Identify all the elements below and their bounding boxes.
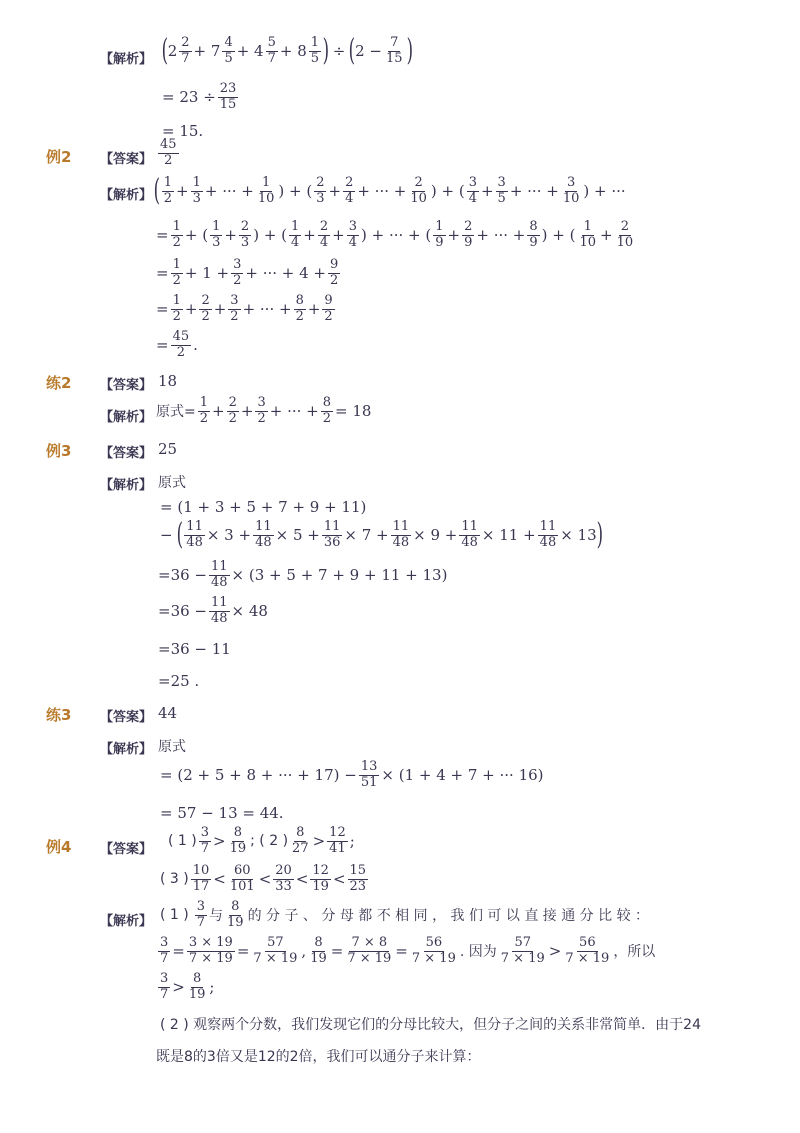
equation-line: ( 1 ) $\frac{3}{7}$ 与 $\frac{8}{19}$ 的 分 子 、 分 母 都 不 相 同 ， 我 们 可 以 直 接 通 分 比 较 ：	[160, 899, 650, 930]
answer-label: 【答案】	[100, 378, 153, 393]
equation-line: = (1 + 3 + 5 + 7 + 9 + 11)	[160, 498, 367, 516]
answer-value: $\frac{45}{2}$	[160, 137, 177, 168]
equation-line: = 23 ÷ $\frac{23}{15}$	[162, 81, 237, 112]
equation-line: − ( $\frac{11}{48}$ × 3 + $\frac{11}{48}$ × 5 + $\frac{11}{36}$ × 7 + $\frac{11}{48}$ × 9 + $\frac{11}{48}$ × 11 + $\frac{11}{48}$ × 13 )	[160, 517, 603, 553]
example-tag: 例2	[46, 148, 72, 166]
answer-value: 18	[158, 372, 178, 390]
equation-line: ( 3 ) $\frac{10}{17}$ < $\frac{60}{101}$ < $\frac{20}{33}$ < $\frac{12}{19}$ < $\frac{15}{23}$	[160, 863, 367, 894]
answer-label: 【答案】	[100, 842, 153, 857]
equation-line: = 15.	[162, 122, 204, 140]
equation-line: =36 − $\frac{11}{48}$ × 48	[158, 595, 268, 626]
example-tag: 例3	[46, 442, 72, 460]
equation-line: $\frac{3}{7}$ > $\frac{8}{19}$ ;	[160, 971, 215, 1002]
equation-line: $\frac{3}{7}$ = $\frac{3 \times 19}{7 \times 19}$ = $\frac{57}{7 \times 19}$ , $\frac{8}{19}$ = $\frac{7 \times 8}{7 \times 19}$ = $\frac{56}{7 \times 19}$ . 因为 $\frac{57}{7 \times 19}$ > $\frac{56}{7 \times 19}$ ，所以	[160, 935, 656, 966]
equation-line: =36 − $\frac{11}{48}$ × (3 + 5 + 7 + 9 + 11 + 13)	[158, 559, 448, 590]
equation-line: = 57 − 13 = 44.	[160, 804, 284, 822]
equation-line: =36 − 11	[158, 640, 231, 658]
paragraph-text: 既是8的3倍又是12的2倍，我们可以通分子来计算：	[156, 1049, 481, 1065]
equation-line: = $\frac{1}{2}$ + 1 + $\frac{3}{2}$ + ··· + 4 + $\frac{9}{2}$	[156, 257, 339, 288]
answer-label: 【答案】	[100, 710, 153, 725]
analysis-label: 【解析】	[100, 478, 153, 493]
equation-line: = (2 + 5 + 8 + ··· + 17) − $\frac{13}{51}$ × (1 + 4 + 7 + ··· 16)	[160, 759, 544, 790]
equation-line: ( 2 $\frac{2}{7}$ + 7 $\frac{4}{5}$ + 4 $\frac{5}{7}$ + 8 $\frac{1}{5}$ ) ÷ ( 2 − $\frac{7}{15}$ )	[161, 33, 413, 69]
paragraph-text: ( 2 ) 观察两个分数，我们发现它们的分母比较大，但分子之间的关系非常简单．由于24	[160, 1017, 701, 1033]
equation-line: ( $\frac{1}{2}$ + $\frac{1}{3}$ + ··· + $\frac{1}{10}$ ) + ( $\frac{2}{3}$ + $\frac{2}{4}$ + ··· + $\frac{2}{10}$ ) + ( $\frac{3}{4}$ + $\frac{3}{5}$ + ··· + $\frac{3}{10}$ ) + ···	[153, 173, 626, 209]
answer-label: 【答案】	[100, 446, 153, 461]
answer-value: 25	[158, 440, 178, 458]
analysis-label: 【解析】	[100, 742, 153, 757]
equation-line: = $\frac{1}{2}$ + $\frac{2}{2}$ + $\frac{3}{2}$ + ··· + $\frac{8}{2}$ + $\frac{9}{2}$	[156, 293, 333, 324]
example-tag: 例4	[46, 838, 72, 856]
equation-line: = $\frac{1}{2}$ + ( $\frac{1}{3}$ + $\frac{2}{3}$ ) + ( $\frac{1}{4}$ + $\frac{2}{4}$ + $\frac{3}{4}$ ) + ··· + ( $\frac{1}{9}$ + $\frac{2}{9}$ + ··· + $\frac{8}{9}$ ) + ( $\frac{1}{10}$ + $\frac{2}{10}$	[156, 219, 634, 250]
answer-value: 44	[158, 704, 178, 722]
equation-line: ( 1 ) $\frac{3}{7}$ > $\frac{8}{19}$ ; ( 2 ) $\frac{8}{27}$ > $\frac{12}{41}$ ;	[168, 825, 355, 856]
practice-tag: 练2	[46, 374, 72, 392]
equation-line: 原式= $\frac{1}{2}$ + $\frac{2}{2}$ + $\frac{3}{2}$ + ··· + $\frac{8}{2}$ = 18	[156, 395, 372, 426]
analysis-label: 【解析】	[100, 914, 153, 929]
analysis-label: 【解析】	[100, 188, 153, 203]
equation-line: 原式	[158, 739, 186, 755]
equation-line: =25 .	[158, 672, 200, 690]
answer-label: 【答案】	[100, 152, 153, 167]
practice-tag: 练3	[46, 706, 72, 724]
analysis-label: 【解析】	[100, 410, 153, 425]
analysis-label: 【解析】	[100, 52, 153, 67]
equation-line: = $\frac{45}{2}$ .	[156, 329, 198, 360]
equation-line: 原式	[158, 475, 186, 491]
